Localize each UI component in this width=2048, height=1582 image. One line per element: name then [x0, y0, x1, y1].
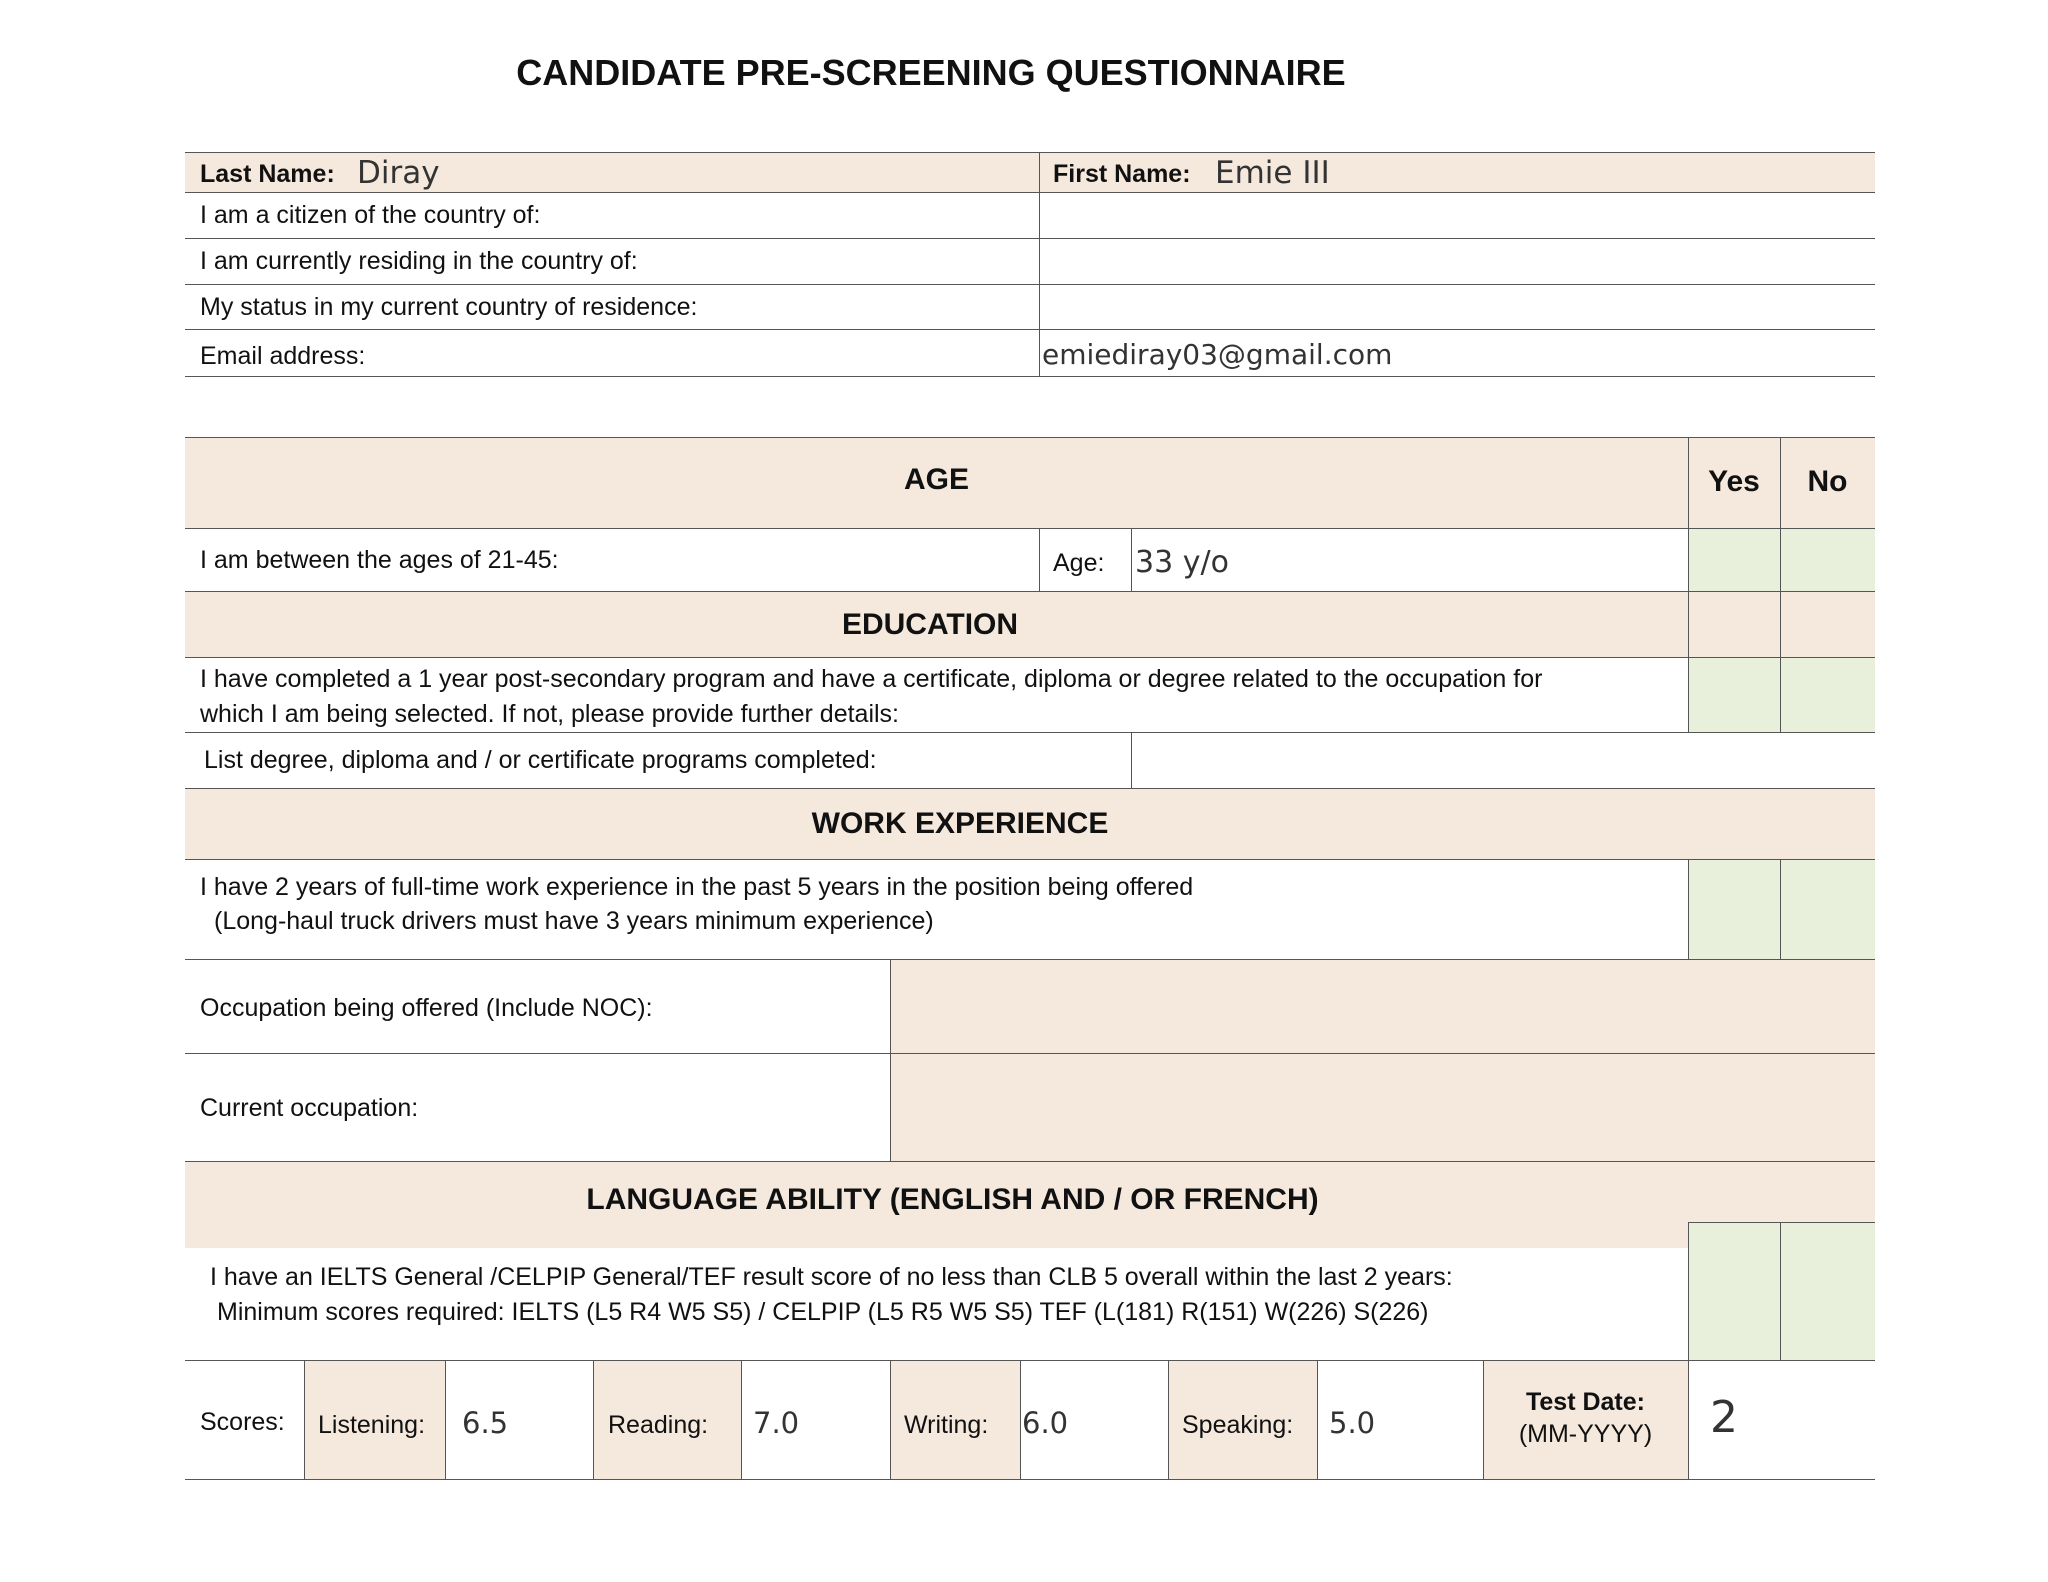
work-yes-checkbox[interactable]: [1688, 859, 1780, 959]
work-no-checkbox[interactable]: [1780, 859, 1875, 959]
no-column-header: No: [1807, 465, 1848, 498]
divider: [593, 1360, 594, 1479]
divider: [185, 732, 1875, 733]
language-section-header: LANGUAGE ABILITY (ENGLISH AND / OR FRENCH): [586, 1183, 1319, 1216]
speaking-score-field[interactable]: 5.0: [1329, 1406, 1376, 1440]
divider: [185, 192, 1875, 193]
age-question: I am between the ages of 21-45:: [200, 546, 559, 574]
reading-label: Reading:: [608, 1411, 709, 1439]
divider: [185, 591, 1875, 592]
age-yes-checkbox[interactable]: [1688, 528, 1780, 591]
test-date-label: Test Date:: [1525, 1388, 1645, 1416]
education-section-header: EDUCATION: [841, 608, 1019, 641]
last-name-value[interactable]: Diray: [357, 155, 440, 191]
language-question-line1: I have an IELTS General /CELPIP General/TEF result score of no less than CLB 5 overall within the last 2 years:: [210, 1263, 1453, 1291]
divider: [185, 1161, 1875, 1162]
education-question-line1: I have completed a 1 year post-secondary program and have a certificate, diploma or degree related to the occupation for: [200, 665, 1543, 693]
email-field[interactable]: emiediray03@gmail.com: [1042, 338, 1393, 371]
occupation-field-background: [890, 959, 1875, 1161]
speaking-label: Speaking:: [1182, 1411, 1294, 1439]
listening-score-field[interactable]: 6.5: [462, 1406, 509, 1440]
work-question-line1: I have 2 years of full-time work experience in the past 5 years in the position being offered: [200, 873, 1194, 901]
divider: [185, 284, 1875, 285]
divider: [1168, 1360, 1169, 1479]
work-section-header: WORK EXPERIENCE: [811, 807, 1109, 840]
language-question-line2: Minimum scores required: IELTS (L5 R4 W5 S5) / CELPIP (L5 R5 W5 S5) TEF (L(181) R(151) W(226) S(226): [217, 1298, 1429, 1326]
divider: [1039, 528, 1040, 591]
divider: [185, 528, 1875, 529]
language-yes-checkbox[interactable]: [1688, 1222, 1780, 1360]
work-question-line2: (Long-haul truck drivers must have 3 years minimum experience): [214, 907, 934, 935]
divider: [185, 376, 1875, 377]
divider: [185, 1053, 1875, 1054]
age-label: Age:: [1053, 549, 1105, 577]
divider: [304, 1360, 305, 1479]
writing-score-field[interactable]: 6.0: [1022, 1406, 1069, 1440]
divider: [445, 1360, 446, 1479]
language-no-checkbox[interactable]: [1780, 1222, 1875, 1360]
divider: [185, 1360, 1875, 1361]
age-no-checkbox[interactable]: [1780, 528, 1875, 591]
residing-label: I am currently residing in the country of:: [200, 247, 638, 275]
first-name-label: First Name:: [1053, 160, 1191, 188]
divider: [185, 238, 1875, 239]
divider: [1039, 152, 1040, 376]
divider: [185, 329, 1875, 330]
divider: [185, 959, 1875, 960]
education-question-line2: which I am being selected. If not, please provide further details:: [200, 700, 899, 728]
age-field[interactable]: 33 y/o: [1135, 545, 1229, 580]
divider: [1131, 528, 1132, 591]
divider: [185, 788, 1875, 789]
yes-column-header: Yes: [1708, 465, 1760, 498]
test-date-format-label: (MM-YYYY): [1518, 1420, 1653, 1448]
last-name-label: Last Name:: [200, 160, 335, 188]
current-occupation-label: Current occupation:: [200, 1094, 419, 1122]
test-date-field[interactable]: 2: [1710, 1392, 1738, 1443]
divider: [890, 959, 891, 1161]
divider: [890, 1360, 891, 1479]
education-yes-checkbox[interactable]: [1688, 657, 1780, 732]
writing-label: Writing:: [904, 1411, 989, 1439]
first-name-value[interactable]: Emie III: [1215, 155, 1330, 191]
divider: [185, 152, 1875, 153]
divider: [1317, 1360, 1318, 1479]
degree-list-label: List degree, diploma and / or certificate programs completed:: [204, 746, 877, 774]
education-no-checkbox[interactable]: [1780, 657, 1875, 732]
listening-label: Listening:: [318, 1411, 426, 1439]
divider: [741, 1360, 742, 1479]
divider: [185, 437, 1875, 438]
age-section-header: AGE: [903, 463, 969, 496]
email-label: Email address:: [200, 342, 366, 370]
divider: [1020, 1360, 1021, 1479]
occupation-offered-label: Occupation being offered (Include NOC):: [200, 994, 653, 1022]
scores-label: Scores:: [200, 1408, 285, 1436]
divider: [1131, 732, 1132, 788]
citizen-label: I am a citizen of the country of:: [200, 201, 541, 229]
status-label: My status in my current country of residence:: [200, 293, 698, 321]
divider: [185, 859, 1875, 860]
divider: [185, 1479, 1875, 1480]
divider: [185, 657, 1875, 658]
reading-score-field[interactable]: 7.0: [753, 1406, 800, 1440]
page-title: CANDIDATE PRE-SCREENING QUESTIONNAIRE: [516, 52, 1346, 93]
